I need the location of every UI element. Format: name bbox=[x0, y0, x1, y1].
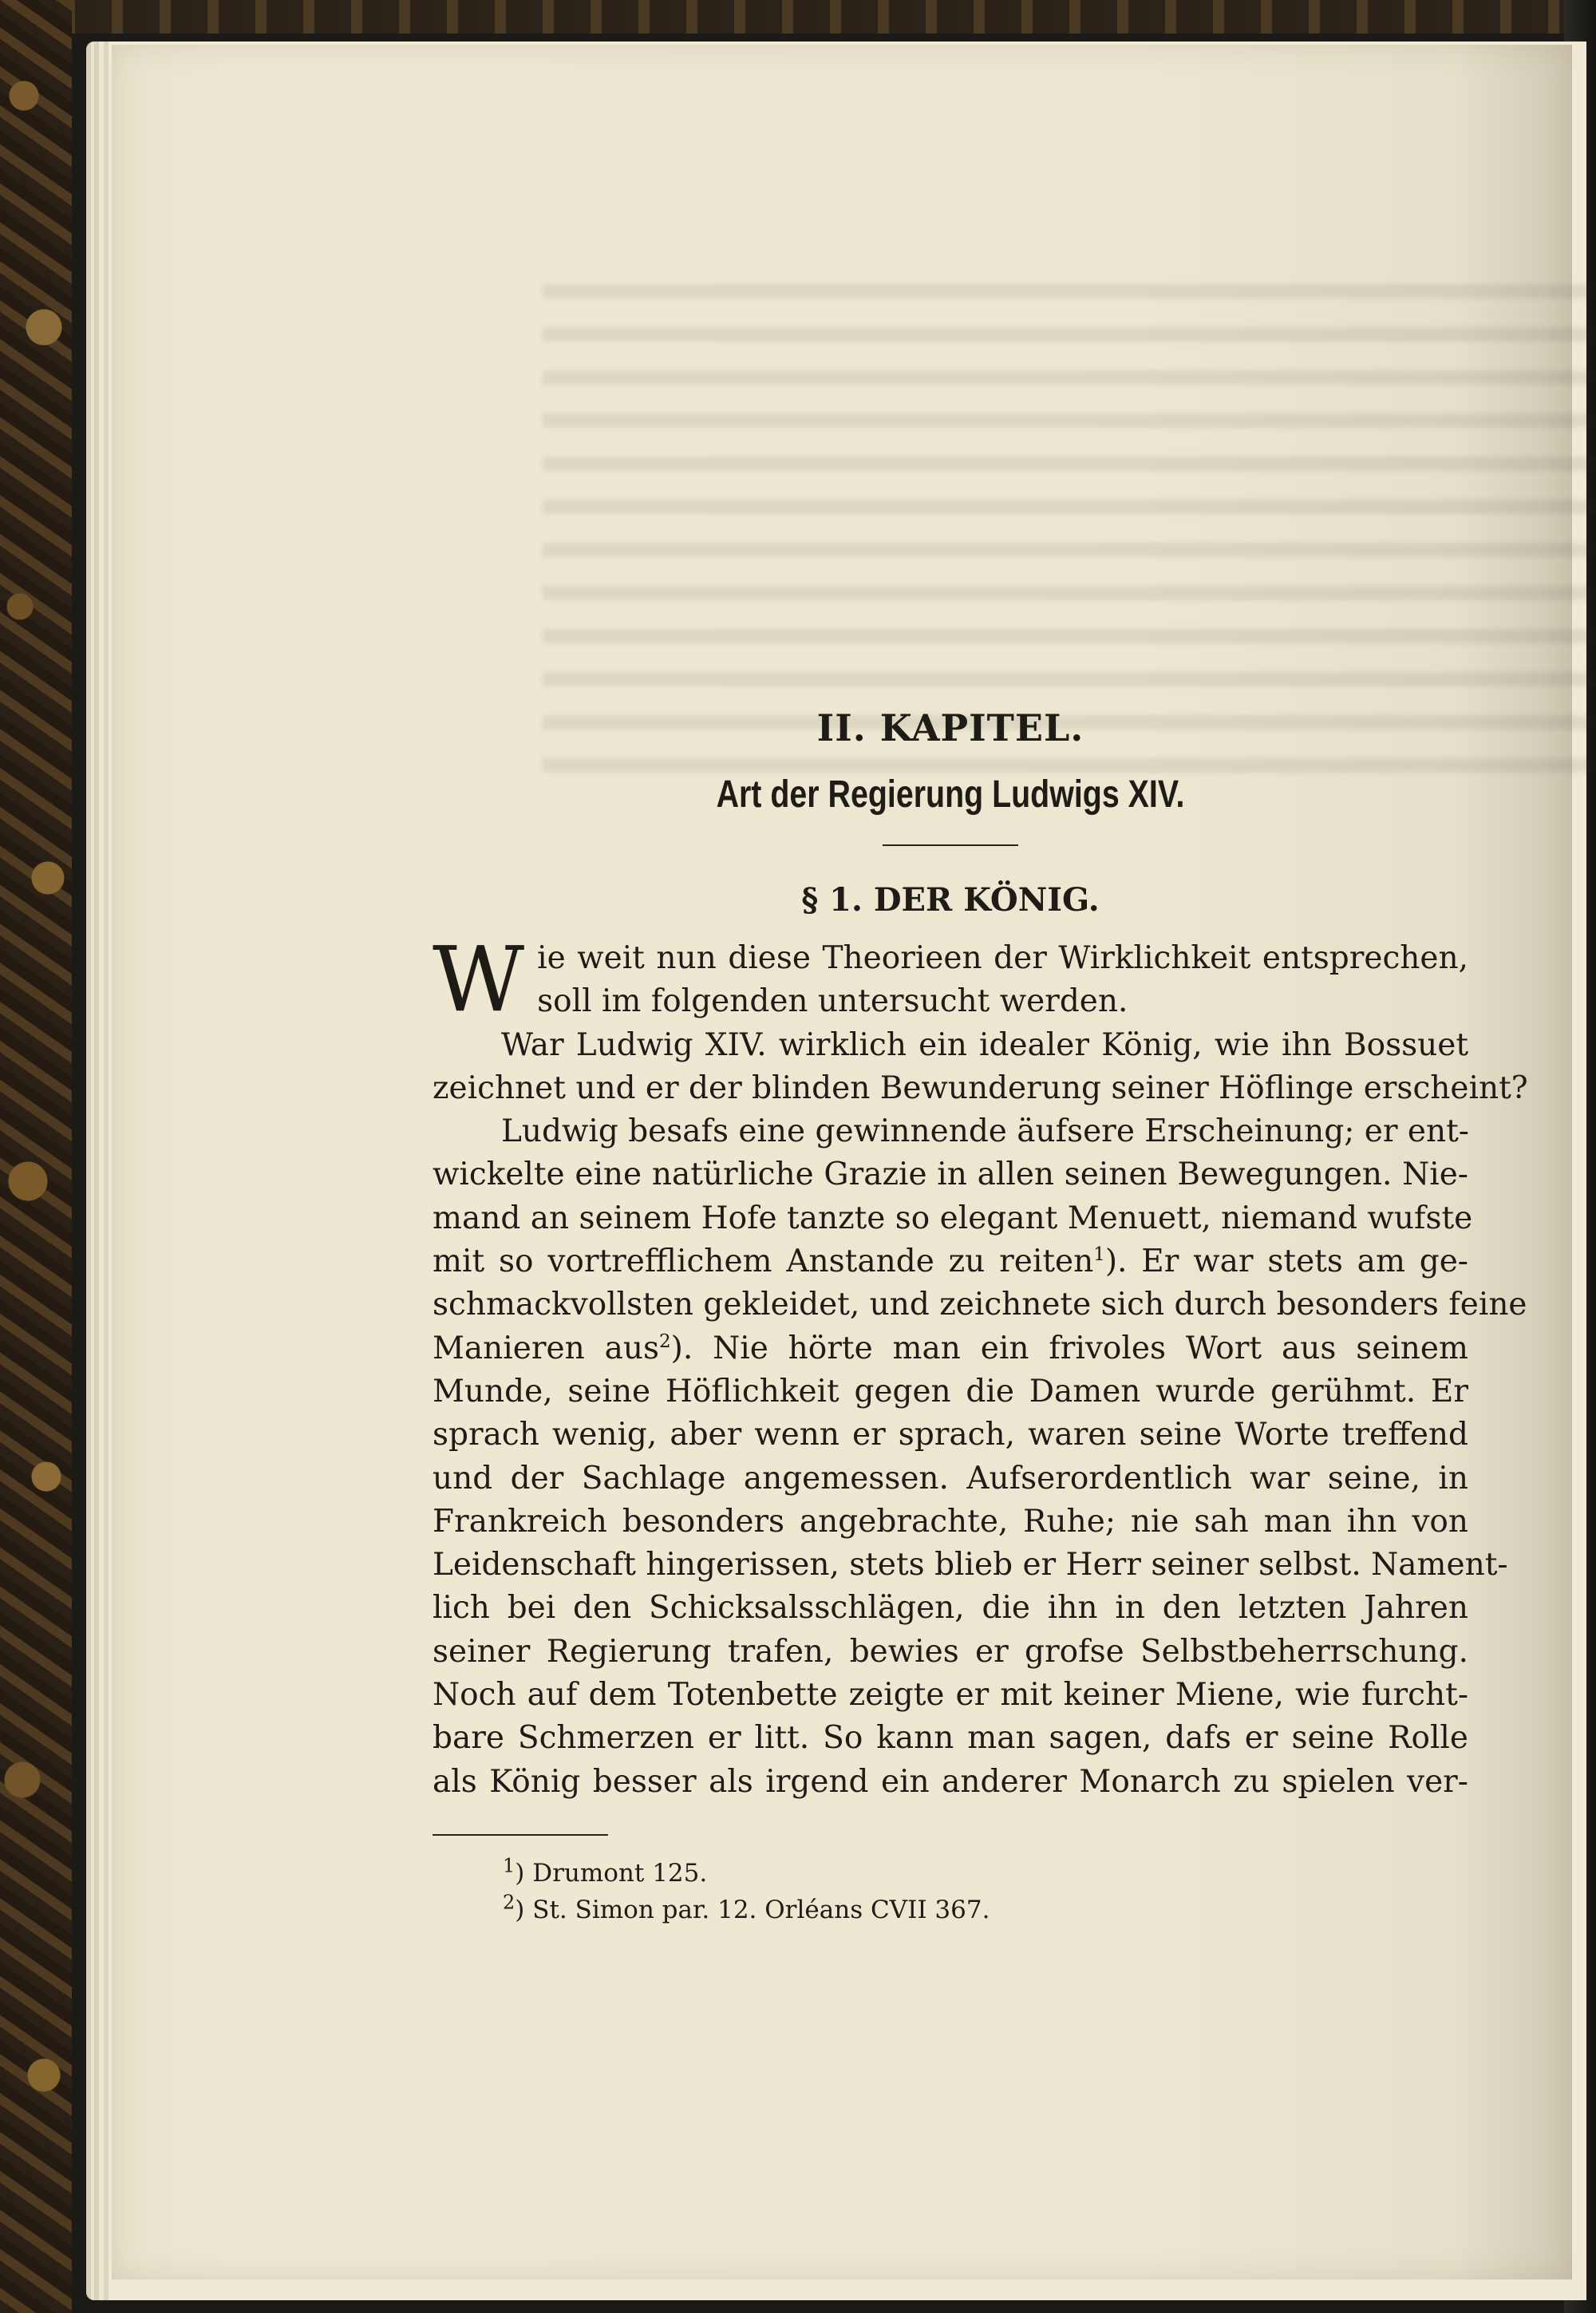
text-line: mand an seinem Hofe tanzte so elegant Menuett, niemand wufste bbox=[433, 1200, 1473, 1236]
footnote-text: ) Drumont 125. bbox=[515, 1858, 708, 1888]
footnotes bbox=[433, 1855, 1468, 1928]
footnote-mark: 2 bbox=[503, 1891, 516, 1914]
page-content bbox=[433, 702, 1528, 1928]
text-line: zeichnet und er der blinden Bewunderung seiner Höflinge erscheint? bbox=[433, 1070, 1528, 1106]
text-line bbox=[433, 1240, 1468, 1283]
section-title: § 1. DER KÖNIG. bbox=[801, 881, 1100, 919]
chapter-number: II. KAPITEL. bbox=[816, 706, 1084, 749]
text-line: Noch auf dem Totenbette zeigte er mit keiner Miene, wie furcht- bbox=[433, 1677, 1468, 1714]
text-line: sprach wenig, aber wenn er sprach, waren seine Worte treffend bbox=[433, 1417, 1468, 1453]
text-line: lich bei den Schicksalsschlägen, die ihn in den letzten Jahren bbox=[433, 1590, 1468, 1627]
text-line: und der Sachlage angemessen. Aufserordentlich war seine, in bbox=[433, 1460, 1468, 1497]
footnote-1 bbox=[433, 1855, 1468, 1892]
footnote-mark: 1 bbox=[503, 1854, 516, 1877]
paragraph-3 bbox=[433, 1110, 1527, 1804]
text-line: schmackvollsten gekleidet, und zeichnete sich durch besonders feine bbox=[433, 1287, 1527, 1323]
text-line: Munde, seine Höflichkeit gegen die Damen wurde gerühmt. Er bbox=[433, 1373, 1468, 1410]
text-line: bare Schmerzen er litt. So kann man sagen, dafs er seine Rolle bbox=[433, 1720, 1468, 1757]
footnote-ref-2[interactable]: 2 bbox=[658, 1330, 671, 1352]
body-text bbox=[433, 928, 1528, 1804]
book-cover-top-edge bbox=[0, 0, 1596, 34]
text-segment: ). Er war stets am ge- bbox=[1104, 1243, 1468, 1280]
text-line: Frankreich besonders angebrachte, Ruhe; nie sah man ihn von bbox=[433, 1503, 1468, 1540]
text-line: als König besser als irgend ein anderer Monarch zu spielen ver- bbox=[433, 1763, 1468, 1800]
chapter-title: Art der Regierung Ludwigs XIV. bbox=[716, 773, 1185, 816]
text-line: ie weit nun diese Theorieen der Wirklichkeit entsprechen, bbox=[537, 940, 1468, 976]
paragraph-2 bbox=[433, 1024, 1528, 1111]
footnote-text: ) St. Simon par. 12. Orléans CVII 367. bbox=[515, 1895, 990, 1924]
text-line bbox=[433, 1327, 1468, 1370]
text-line: wickelte eine natürliche Grazie in allen seinen Bewegungen. Nie- bbox=[433, 1156, 1468, 1193]
drop-cap: W bbox=[433, 928, 525, 1032]
footnote-2 bbox=[433, 1892, 1468, 1928]
text-line: Leidenschaft hingerissen, stets blieb er Herr seiner selbst. Nament- bbox=[433, 1547, 1508, 1584]
paragraph-1 bbox=[433, 928, 1468, 1032]
footnote-divider bbox=[433, 1834, 608, 1836]
title-divider bbox=[883, 844, 1018, 846]
text-line: soll im folgenden untersucht werden. bbox=[537, 983, 1128, 1020]
text-line: seiner Regierung trafen, bewies er grofse Selbstbeherrschung. bbox=[433, 1633, 1468, 1670]
footnote-ref-1[interactable]: 1 bbox=[1093, 1244, 1105, 1266]
text-line: War Ludwig XIV. wirklich ein idealer König, wie ihn Bossuet bbox=[501, 1026, 1468, 1063]
marbled-book-cover bbox=[0, 0, 72, 2313]
text-line: Ludwig besafs eine gewinnende äufsere Erscheinung; er ent- bbox=[501, 1113, 1469, 1150]
text-segment: ). Nie hörte man ein frivoles Wort aus seinem bbox=[670, 1330, 1468, 1366]
text-segment: Manieren aus bbox=[433, 1330, 659, 1366]
text-segment: mit so vortrefflichem Anstande zu reiten bbox=[433, 1243, 1094, 1280]
